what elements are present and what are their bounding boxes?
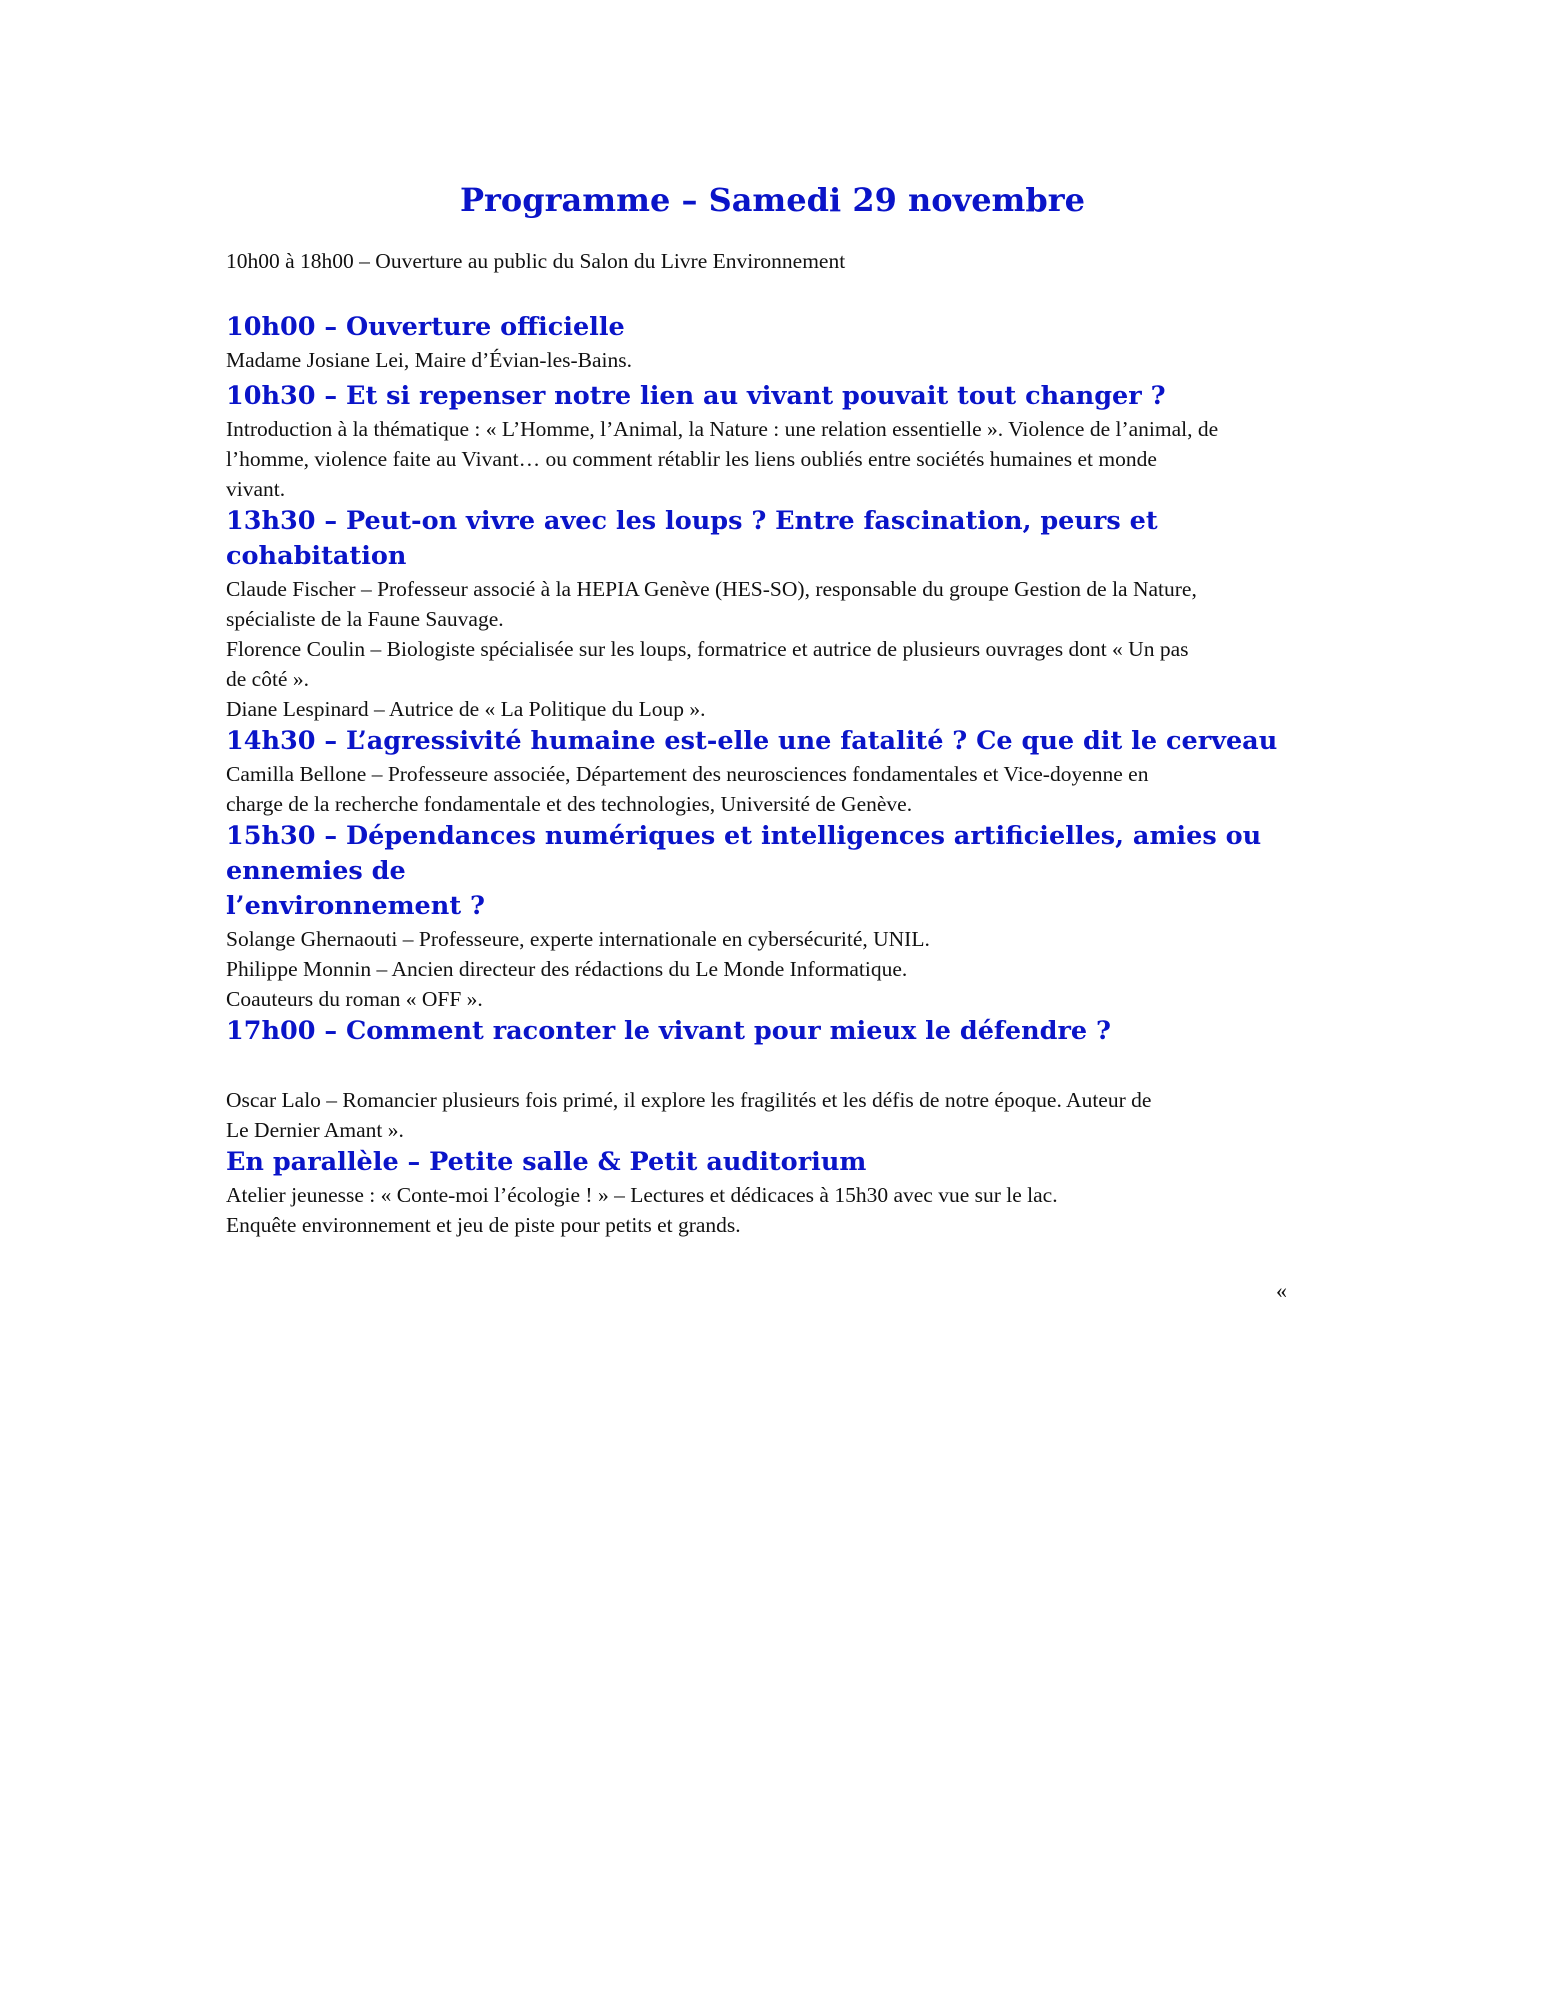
section-line: l’homme, violence faite au Vivant… ou comment rétablir les liens oubliés entre sociétés humaines et monde — [226, 447, 1157, 471]
section-raconter-vivant — [226, 1014, 1336, 1145]
section-line: Introduction à la thématique : « L’Homme, l’Animal, la Nature : une relation essentielle ». Violence de l’animal, de — [226, 417, 1219, 441]
stray-quote-mark: « — [1276, 1278, 1287, 1303]
section-line: Philippe Monnin – Ancien directeur des rédactions du Le Monde Informatique. — [226, 957, 908, 981]
section-line: Madame Josiane Lei, Maire d’Évian-les-Bains. — [226, 348, 632, 372]
section-line: Solange Ghernaouti – Professeure, experte internationale en cybersécurité, UNIL. — [226, 927, 930, 951]
section-line: Atelier jeunesse : « Conte-moi l’écologie ! » – Lectures et dédicaces à 15h30 avec vue sur le lac. — [226, 1183, 1058, 1207]
section-line: Enquête environnement et jeu de piste pour petits et grands. — [226, 1213, 741, 1237]
section-heading: 14h30 – L’agressivité humaine est-elle une fatalité ? Ce que dit le cerveau — [226, 726, 1278, 756]
section-heading: 15h30 – Dépendances numériques et intelligences artificielles, amies ou ennemies de — [226, 821, 1262, 886]
section-heading: 17h00 – Comment raconter le vivant pour mieux le défendre ? — [226, 1016, 1111, 1046]
section-numerique — [226, 819, 1336, 1014]
programme-content — [226, 246, 1336, 1240]
intro-line: 10h00 à 18h00 – Ouverture au public du Salon du Livre Environnement — [226, 249, 846, 273]
section-lien-vivant — [226, 379, 1336, 504]
section-line: vivant. — [226, 477, 286, 501]
section-line: Diane Lespinard – Autrice de « La Politique du Loup ». — [226, 697, 706, 721]
section-parallele — [226, 1145, 1336, 1240]
section-line: Claude Fischer – Professeur associé à la HEPIA Genève (HES-SO), responsable du groupe Gestion de la Nature, — [226, 577, 1197, 601]
section-heading: 13h30 – Peut-on vivre avec les loups ? Entre fascination, peurs et cohabitation — [226, 506, 1158, 571]
section-heading: En parallèle – Petite salle & Petit auditorium — [226, 1147, 867, 1177]
section-line: spécialiste de la Faune Sauvage. — [226, 607, 504, 631]
section-line: charge de la recherche fondamentale et des technologies, Université de Genève. — [226, 792, 913, 816]
section-heading: 10h30 – Et si repenser notre lien au vivant pouvait tout changer ? — [226, 381, 1166, 411]
section-loups — [226, 504, 1336, 724]
section-heading-continued: l’environnement ? — [226, 891, 485, 921]
section-heading: 10h00 – Ouverture officielle — [226, 312, 625, 342]
section-opening — [226, 310, 1336, 375]
blank-line — [226, 1049, 1336, 1085]
section-line: Camilla Bellone – Professeure associée, Département des neurosciences fondamentales et Vice-doyenne en — [226, 762, 1149, 786]
section-line: Oscar Lalo – Romancier plusieurs fois primé, il explore les fragilités et les défis de notre époque. Auteur de — [226, 1088, 1152, 1112]
page-title: Programme – Samedi 29 novembre — [459, 181, 1085, 219]
section-line: Le Dernier Amant ». — [226, 1118, 404, 1142]
section-line: Florence Coulin – Biologiste spécialisée sur les loups, formatrice et autrice de plusieurs ouvrages dont « Un pas — [226, 637, 1189, 661]
section-agressivite — [226, 724, 1336, 819]
section-line: de côté ». — [226, 667, 309, 691]
section-line: Coauteurs du roman « OFF ». — [226, 987, 483, 1011]
